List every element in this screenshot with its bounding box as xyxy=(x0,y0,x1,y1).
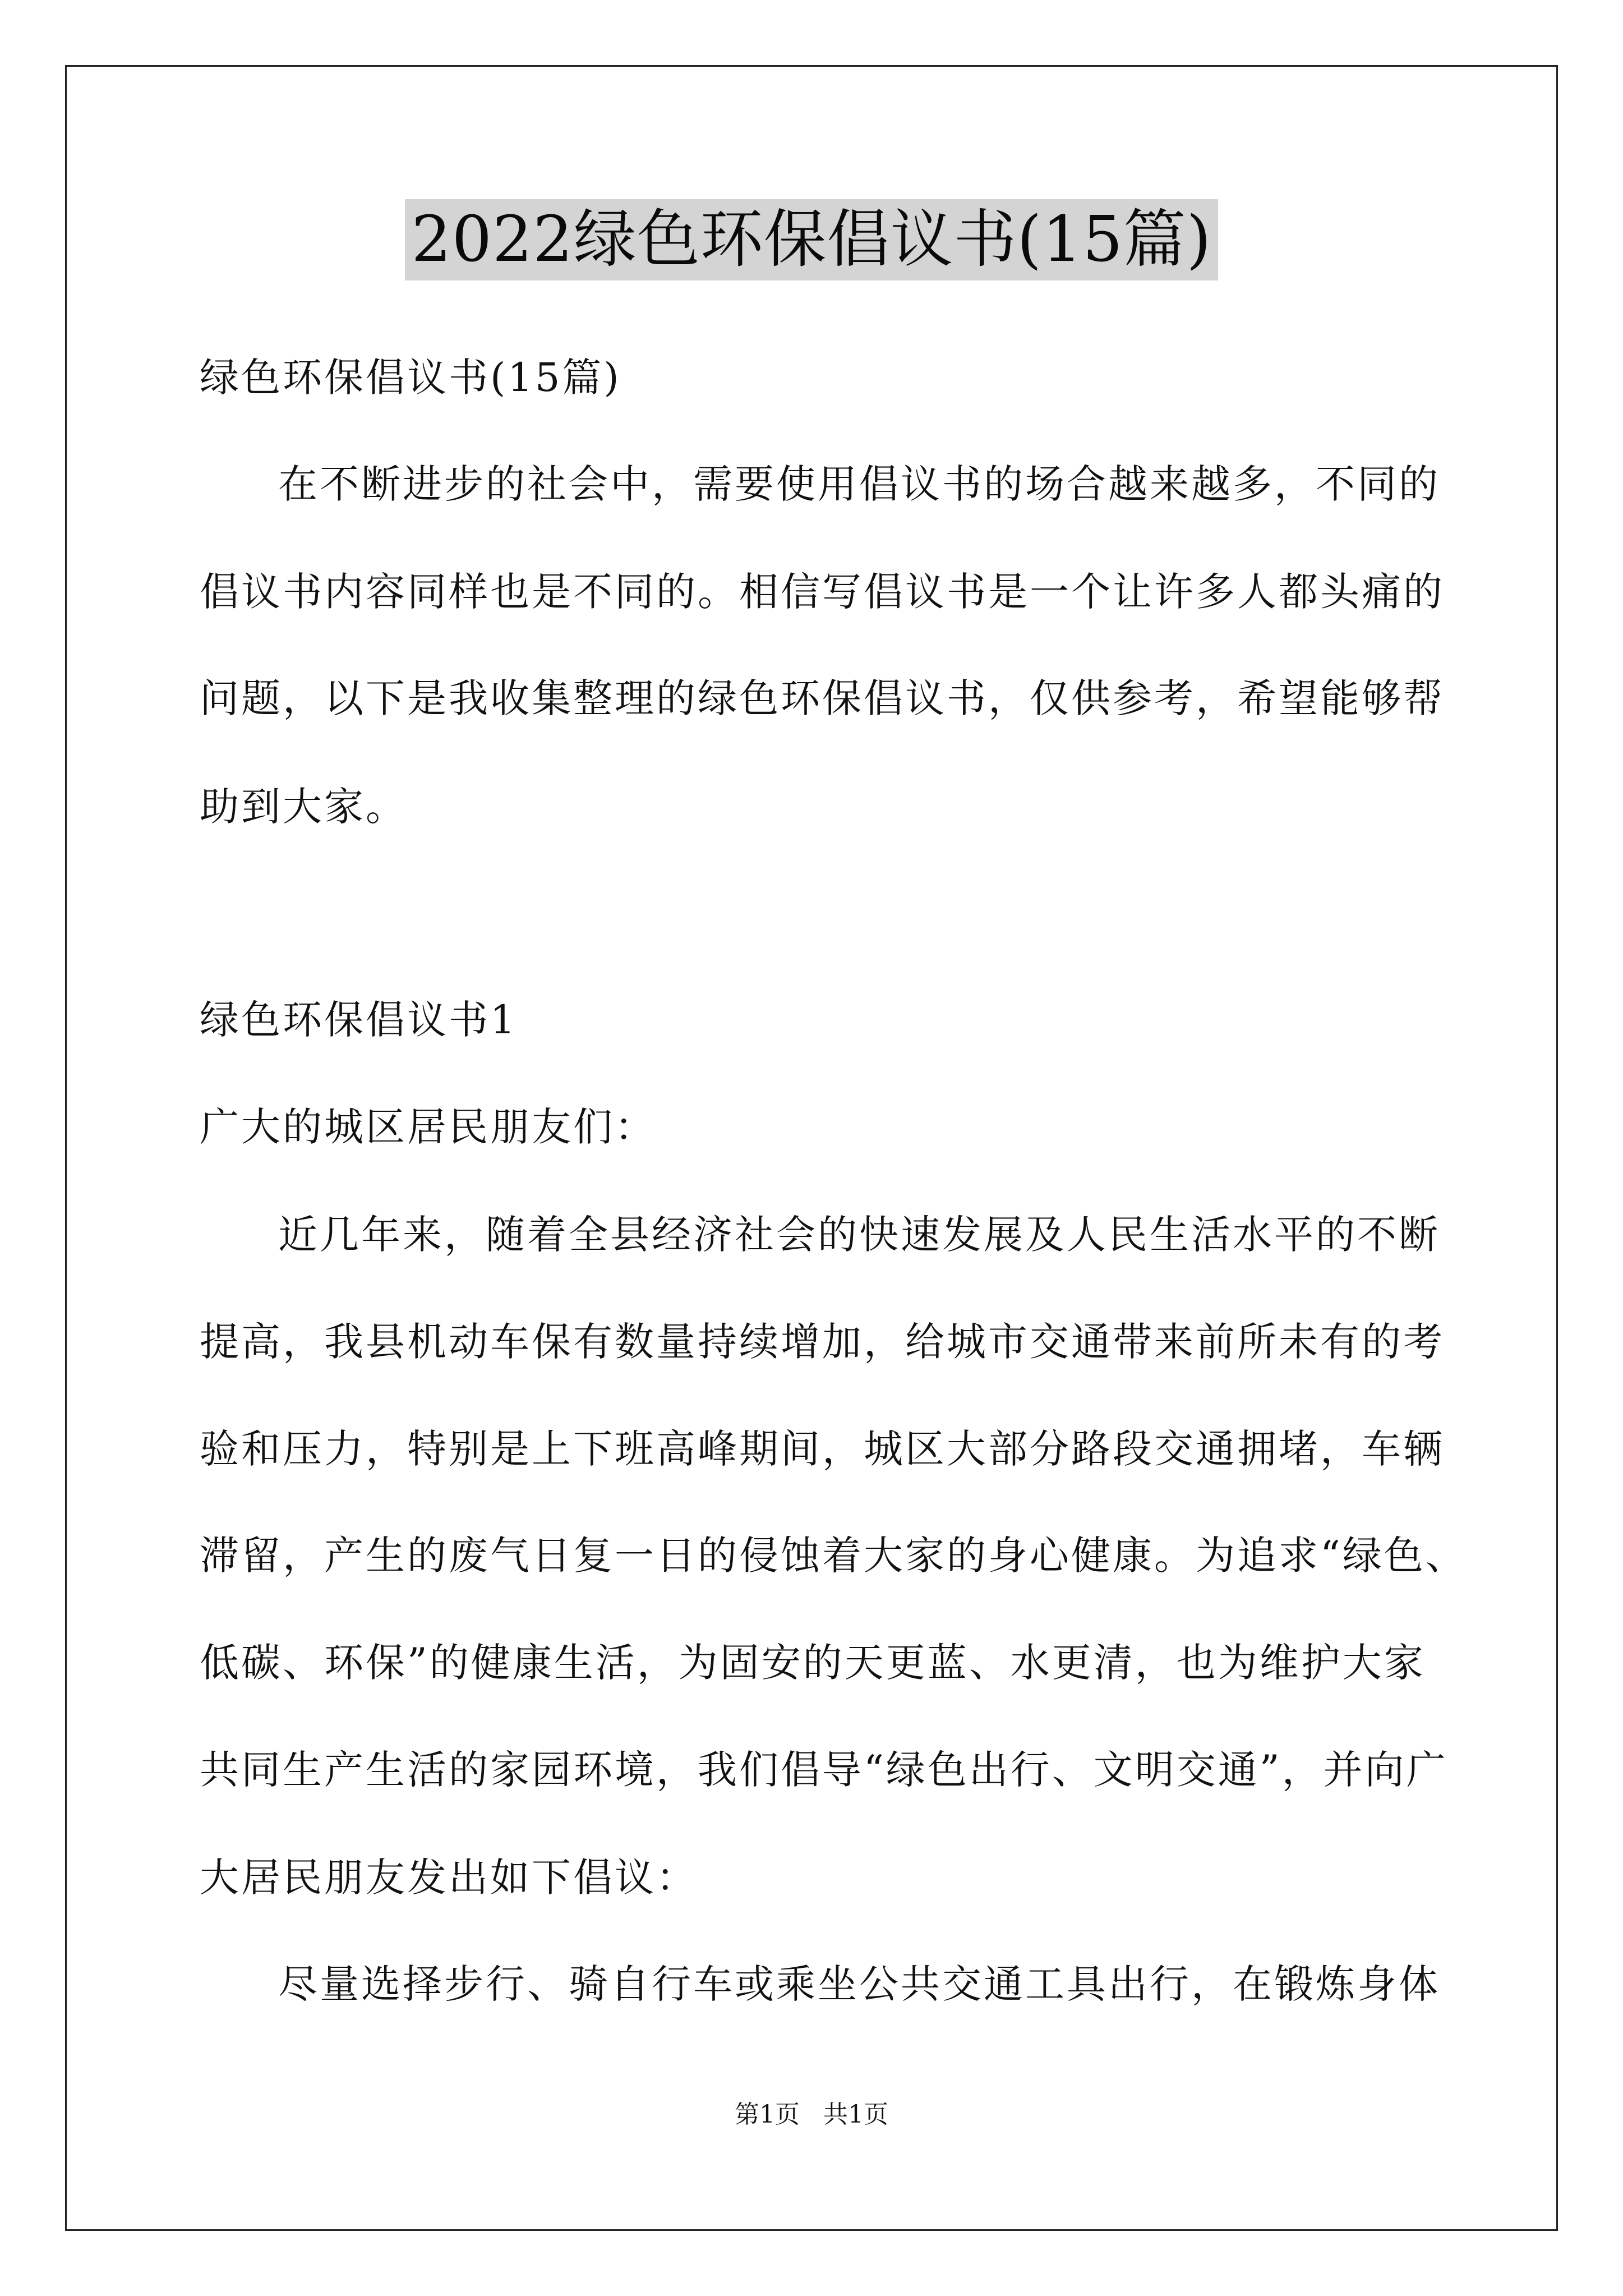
paragraph-line: 倡议书内容同样也是不同的。相信写倡议书是一个让许多人都头痛的 xyxy=(200,569,1445,615)
paragraph-line: 滞留，产生的废气日复一日的侵蚀着大家的身心健康。为追求“绿色、 xyxy=(200,1533,1467,1579)
paragraph-line: 大居民朋友发出如下倡议： xyxy=(200,1855,698,1901)
paragraph-line: 共同生产生活的家园环境，我们倡导“绿色出行、文明交通”，并向广 xyxy=(200,1747,1448,1793)
salutation-line: 广大的城区居民朋友们： xyxy=(200,1104,656,1150)
paragraph-line: 验和压力，特别是上下班高峰期间，城区大部分路段交通拥堵，车辆 xyxy=(200,1426,1445,1472)
page-footer: 第1页 共1页 xyxy=(735,2100,888,2129)
paragraph-line: 问题，以下是我收集整理的绿色环保倡议书，仅供参考，希望能够帮 xyxy=(200,675,1445,721)
paragraph-line: 尽量选择步行、骑自行车或乘坐公共交通工具出行，在锻炼身体 xyxy=(278,1961,1440,2007)
subtitle-line: 绿色环保倡议书(15篇) xyxy=(200,355,621,401)
paragraph-line: 近几年来，随着全县经济社会的快速发展及人民生活水平的不断 xyxy=(278,1212,1440,1258)
paragraph-line: 提高，我县机动车保有数量持续增加，给城市交通带来前所未有的考 xyxy=(200,1319,1445,1365)
section-heading: 绿色环保倡议书1 xyxy=(200,997,518,1043)
paragraph-line: 助到大家。 xyxy=(200,784,407,830)
title-wrap xyxy=(0,199,1623,280)
paragraph-line: 低碳、环保”的健康生活，为固安的天更蓝、水更清，也为维护大家 xyxy=(200,1640,1426,1686)
document-title: 2022绿色环保倡议书(15篇) xyxy=(405,199,1219,280)
paragraph-line: 在不断进步的社会中，需要使用倡议书的场合越来越多，不同的 xyxy=(278,461,1440,507)
